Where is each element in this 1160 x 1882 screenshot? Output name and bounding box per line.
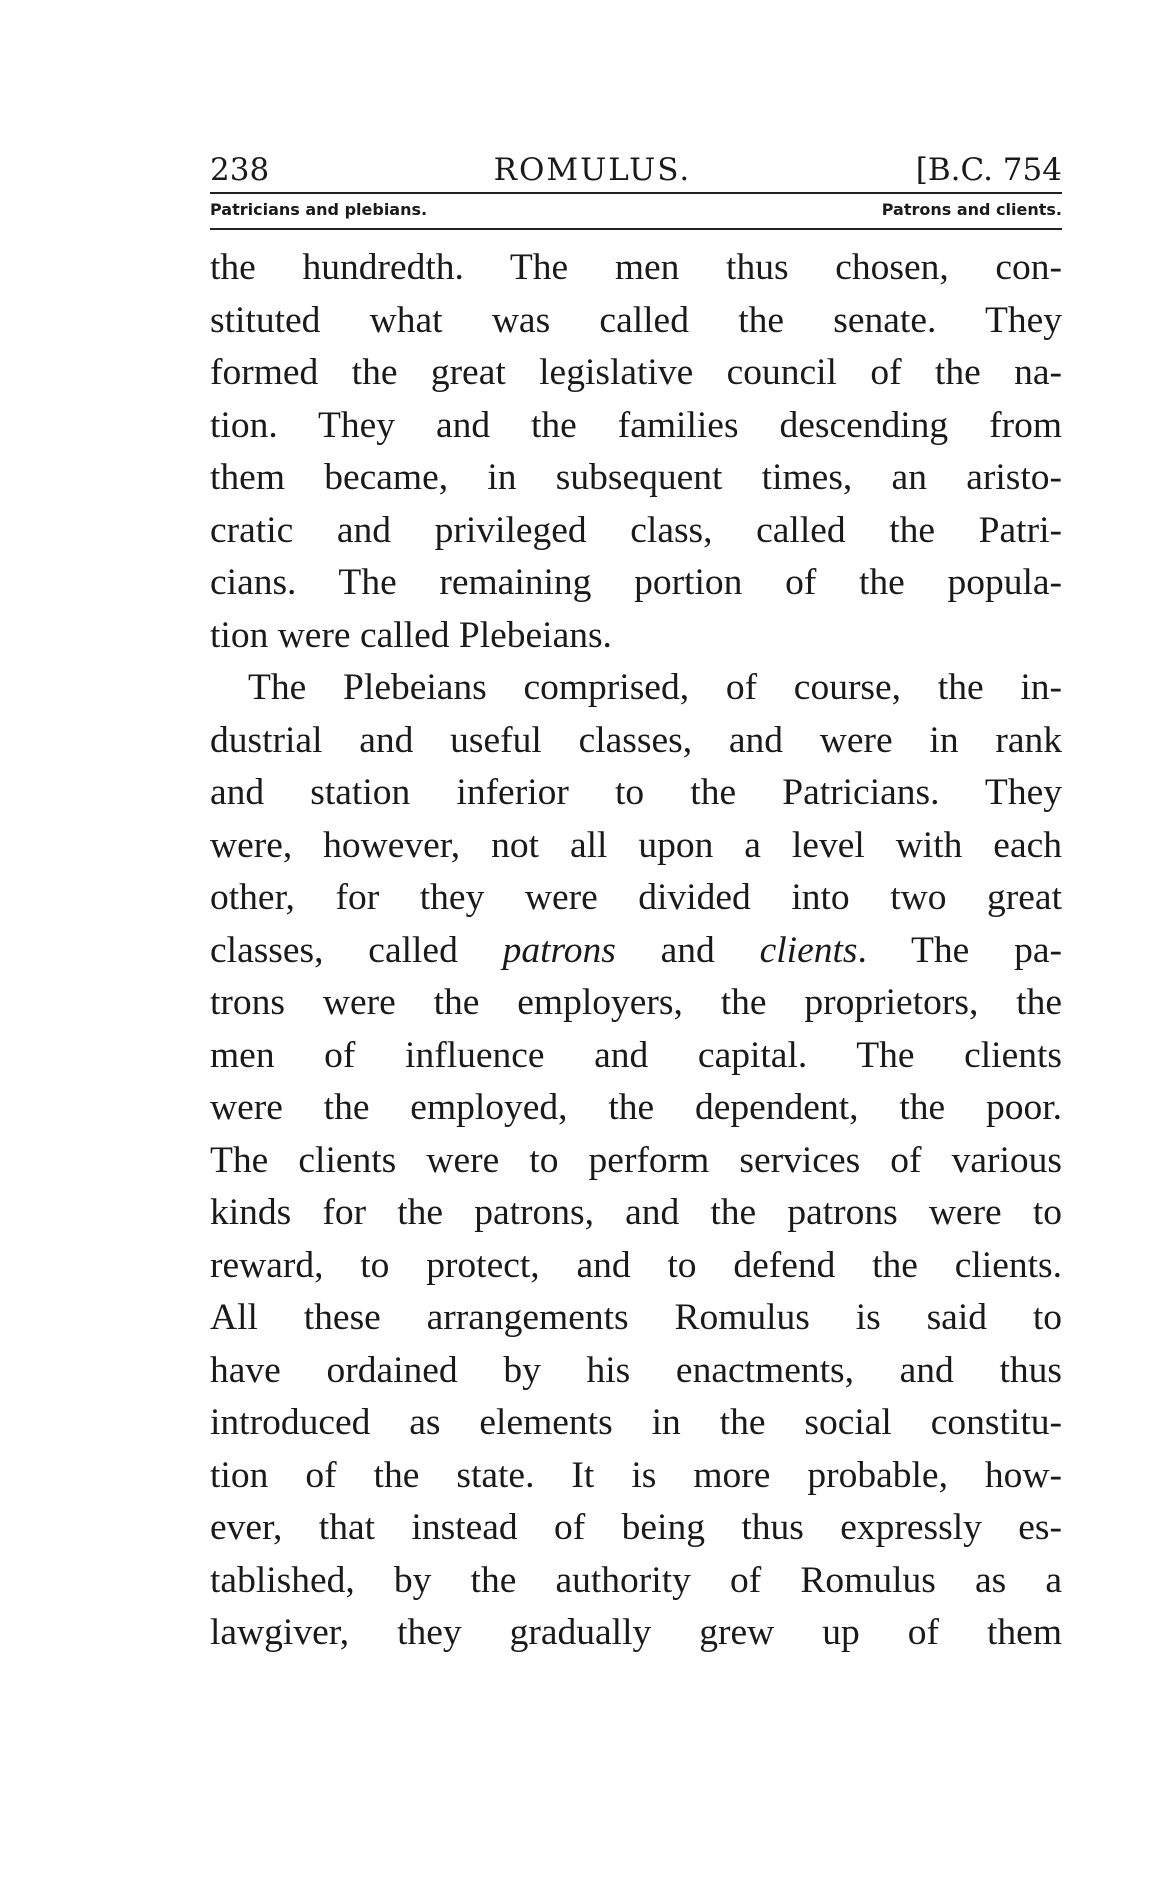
text-line: formed the great legislative council of the na- [210,352,1062,393]
subheading [210,200,1062,222]
date-marker: [B.C. 754 [915,152,1062,188]
text-line: stituted what was called the senate. They [210,299,1062,341]
text-line-mixed [210,925,1062,978]
text-line: tablished, by the authority of Romulus as a [210,1559,1062,1601]
text-fragment: . The pa- [857,929,1062,971]
text-line: kinds for the patrons, and the patrons were to [210,1192,1062,1233]
text-line: cratic and privileged class, called the Patri- [210,509,1062,551]
text-line: The Plebeians comprised, of course, the in- [248,667,1062,708]
page-number: 238 [210,152,270,188]
text-line: lawgiver, they gradually grew up of them [210,1612,1062,1653]
text-line: reward, to protect, and to defend the clients. [210,1244,1062,1286]
text-fragment: and [615,929,760,971]
text-line: trons were the employers, the proprietors, the [210,982,1062,1023]
text-line: The clients were to perform services of various [210,1139,1062,1181]
text-line: ever, that instead of being thus expressly es- [210,1507,1062,1548]
book-page [210,150,1062,1660]
text-line: All these arrangements Romulus is said to [210,1297,1062,1338]
page-title: ROMULUS. [493,152,692,188]
text-line: cians. The remaining portion of the popula- [210,562,1062,603]
left-subheading: Patricians and plebians. [210,200,428,219]
right-subheading: Patrons and clients. [881,200,1062,219]
text-line: have ordained by his enactments, and thus [210,1349,1062,1391]
text-line: them became, in subsequent times, an aristo- [210,457,1062,498]
text-fragment: classes, called [210,929,503,971]
text-line: introduced as elements in the social constitu- [210,1402,1062,1443]
text-line: tion of the state. It is more probable, how- [210,1454,1062,1496]
text-line: other, for they were divided into two great [210,877,1062,918]
subheading-rule [210,228,1062,230]
header-rule [210,192,1062,194]
text-line: the hundredth. The men thus chosen, con- [210,247,1062,288]
italic-term-patrons: patrons [502,929,616,971]
text-line: were, however, not all upon a level with each [210,824,1062,866]
running-head [210,150,1062,190]
text-line: dustrial and useful classes, and were in rank [210,719,1062,761]
body-text [210,242,1062,1660]
text-line: and station inferior to the Patricians. They [210,772,1062,813]
italic-term-clients: clients [759,929,858,971]
text-line: were the employed, the dependent, the poor. [210,1087,1062,1128]
text-line: men of influence and capital. The clients [210,1034,1062,1076]
text-line: tion. They and the families descending from [210,404,1062,446]
text-line: tion were called Plebeians. [210,614,612,656]
